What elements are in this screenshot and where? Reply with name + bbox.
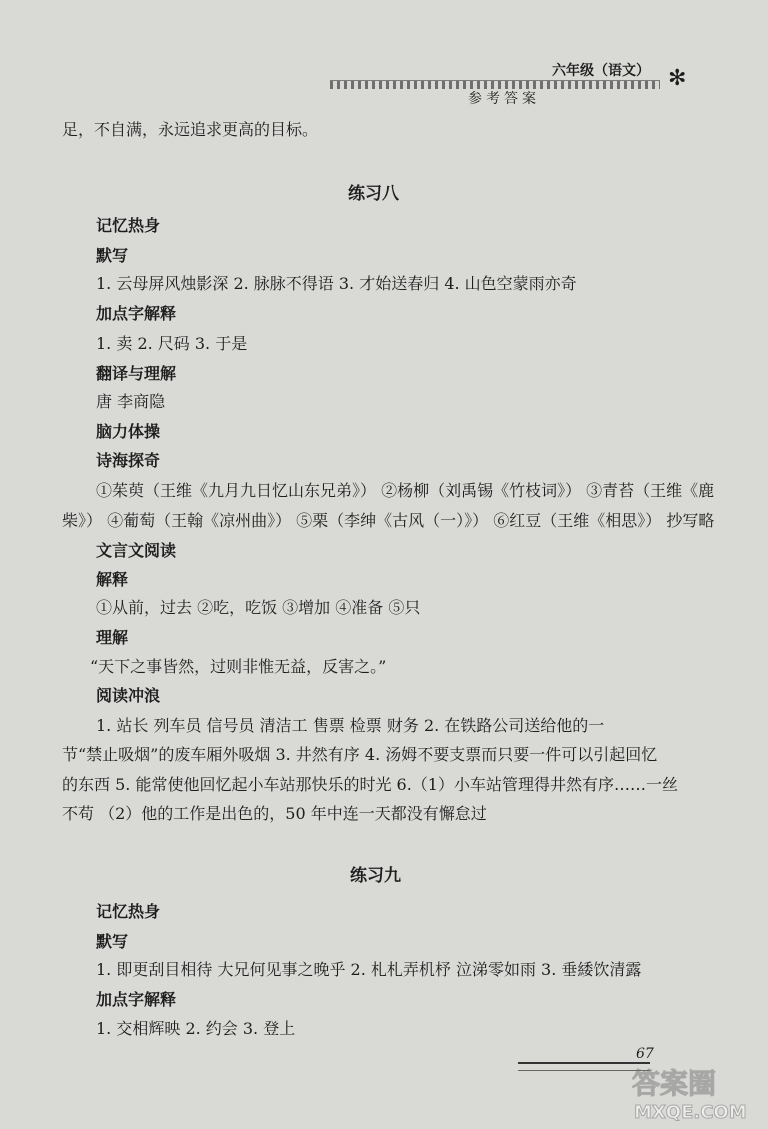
- watermark-logo: [628, 1058, 764, 1124]
- item-heading: 加点字解释: [96, 990, 177, 1009]
- flower-icon: ✻: [668, 66, 687, 91]
- section-title: 练习九: [350, 866, 401, 886]
- watermark-bottom: MXQE.COM: [634, 1102, 747, 1123]
- answer-line: 1. 交相辉映 2. 约会 3. 登上: [96, 1019, 296, 1038]
- item-heading: 加点字解释: [96, 304, 177, 323]
- subsection-heading: 记忆热身: [96, 216, 161, 235]
- item-heading: 解释: [96, 570, 129, 589]
- answer-line: 柴》） ④葡萄（王翰《凉州曲》） ⑤栗（李绅《古风（一）》） ⑥红豆（王维《相思》） 抄写略: [62, 511, 715, 530]
- item-heading: 翻译与理解: [96, 364, 177, 383]
- answer-line: 1. 即更刮目相待 大兄何见事之晚乎 2. 札札弄机杼 泣涕零如雨 3. 垂緌饮清露: [96, 960, 642, 979]
- page-header: [330, 58, 700, 118]
- subsection-heading: 记忆热身: [96, 902, 161, 921]
- answer-line: 1. 云母屏风烛影深 2. 脉脉不得语 3. 才始送春归 4. 山色空蒙雨亦奇: [96, 274, 577, 293]
- answer-line: 节“禁止吸烟”的废车厢外吸烟 3. 井然有序 4. 汤姆不要支票而只要一件可以引起回忆: [62, 745, 658, 764]
- answer-line: 的东西 5. 能常使他回忆起小车站那快乐的时光 6.（1）小车站管理得井然有序……一丝: [62, 775, 678, 794]
- header-title: 参考答案: [468, 91, 540, 107]
- page-number: 67: [636, 1046, 654, 1062]
- answer-line: ①从前，过去 ②吃，吃饭 ③增加 ④准备 ⑤只: [96, 598, 421, 617]
- header-grade: 六年级（语文）: [552, 63, 650, 79]
- item-heading: 诗海探奇: [96, 451, 161, 470]
- answer-line: 不苟 （2）他的工作是出色的，50 年中连一天都没有懈怠过: [62, 804, 487, 823]
- answer-line: 唐 李商隐: [96, 392, 166, 411]
- section-title: 练习八: [348, 184, 399, 204]
- watermark-top: 答案圈: [632, 1067, 717, 1100]
- answer-line: 1. 站长 列车员 信号员 清洁工 售票 检票 财务 2. 在铁路公司送给他的一: [96, 716, 605, 735]
- item-heading: 理解: [96, 628, 129, 647]
- item-heading: 默写: [96, 246, 129, 265]
- answer-line: “天下之事皆然，过则非惟无益，反害之。”: [90, 657, 387, 676]
- subsection-heading: 脑力体操: [96, 422, 161, 441]
- subsection-heading: 文言文阅读: [96, 541, 177, 560]
- answer-line: ①茱萸（王维《九月九日忆山东兄弟》） ②杨柳（刘禹锡《竹枝词》） ③青苔（王维《鹿: [96, 481, 715, 500]
- subsection-heading: 阅读冲浪: [96, 686, 161, 705]
- item-heading: 默写: [96, 932, 129, 951]
- answer-line: 1. 卖 2. 尺码 3. 于是: [96, 334, 248, 353]
- text-line: 足，不自满，永远追求更高的目标。: [62, 120, 319, 139]
